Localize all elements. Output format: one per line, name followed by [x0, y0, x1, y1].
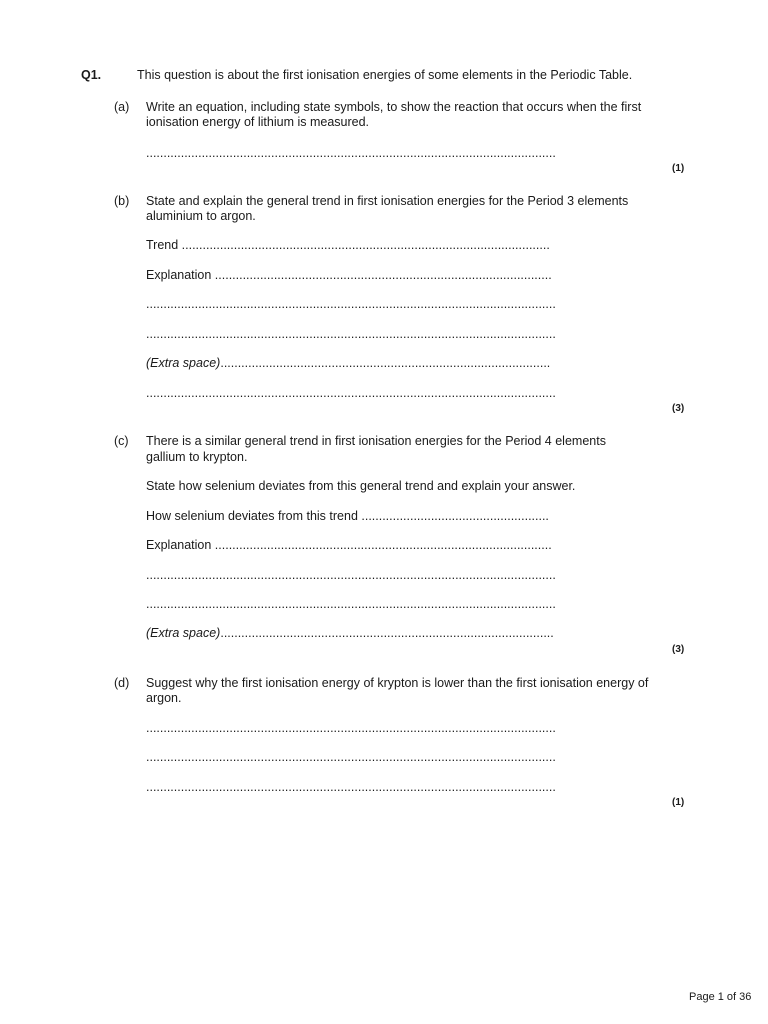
part-a-text-line1: Write an equation, including state symbols, to show the reaction that occurs when the first [146, 100, 642, 114]
part-b-trend-line[interactable]: Trend .......................................................................................................... [146, 238, 550, 252]
question-intro: This question is about the first ionisation energies of some elements in the Periodic Table. [137, 68, 633, 82]
part-b-answer-line-2[interactable]: ...................................................................................................................... [146, 327, 556, 341]
part-b-explanation-line[interactable]: Explanation ................................................................................................. [146, 268, 552, 282]
part-d-answer-line-2[interactable]: ...................................................................................................................... [146, 750, 556, 764]
part-c-explanation-line[interactable]: Explanation ................................................................................................. [146, 538, 552, 552]
part-d-answer-line-3[interactable]: ...................................................................................................................... [146, 780, 556, 794]
part-c-text-line1: There is a similar general trend in first ionisation energies for the Period 4 elements [146, 434, 606, 448]
part-b-text-line1: State and explain the general trend in first ionisation energies for the Period 3 elements [146, 194, 629, 208]
part-c-answer-line-1[interactable]: ...................................................................................................................... [146, 568, 556, 582]
part-c-extra-space-label: (Extra space) [146, 626, 221, 640]
part-c-answer-line-2[interactable]: ...................................................................................................................... [146, 597, 556, 611]
part-b-text-line2: aluminium to argon. [146, 209, 256, 223]
part-c-text-line2: gallium to krypton. [146, 450, 248, 464]
part-c-marks: (3) [672, 644, 685, 655]
question-number: Q1. [81, 68, 102, 82]
part-d-answer-line-1[interactable]: ...................................................................................................................... [146, 721, 556, 735]
part-c-label: (c) [114, 434, 129, 448]
page-number: Page 1 of 36 [689, 991, 752, 1003]
part-b-answer-line-3[interactable]: ...................................................................................................................... [146, 386, 556, 400]
part-a-marks: (1) [672, 163, 685, 174]
part-a-text-line2: ionisation energy of lithium is measured. [146, 115, 370, 129]
part-b-extra-space[interactable] [146, 356, 550, 371]
part-b-marks: (3) [672, 403, 685, 414]
part-c-extra-space[interactable] [146, 626, 554, 641]
part-b-extra-space-label: (Extra space) [146, 356, 221, 370]
part-c-extra-space-dots: ................................................................................................ [220, 626, 554, 640]
part-b-answer-line-1[interactable]: ...................................................................................................................... [146, 297, 556, 311]
part-d-text-line1: Suggest why the first ionisation energy of krypton is lower than the first ionisation energy of [146, 676, 649, 690]
part-c-instruction: State how selenium deviates from this general trend and explain your answer. [146, 479, 576, 493]
part-a-label: (a) [114, 100, 130, 114]
part-b-extra-space-dots: ............................................................................................... [220, 356, 551, 370]
part-d-text-line2: argon. [146, 691, 182, 705]
part-c-deviates-line[interactable]: How selenium deviates from this trend ...................................................... [146, 509, 549, 523]
part-b-label: (b) [114, 194, 130, 208]
part-a-answer-line[interactable]: ...................................................................................................................... [146, 146, 556, 160]
part-d-marks: (1) [672, 797, 685, 808]
part-d-label: (d) [114, 676, 130, 690]
